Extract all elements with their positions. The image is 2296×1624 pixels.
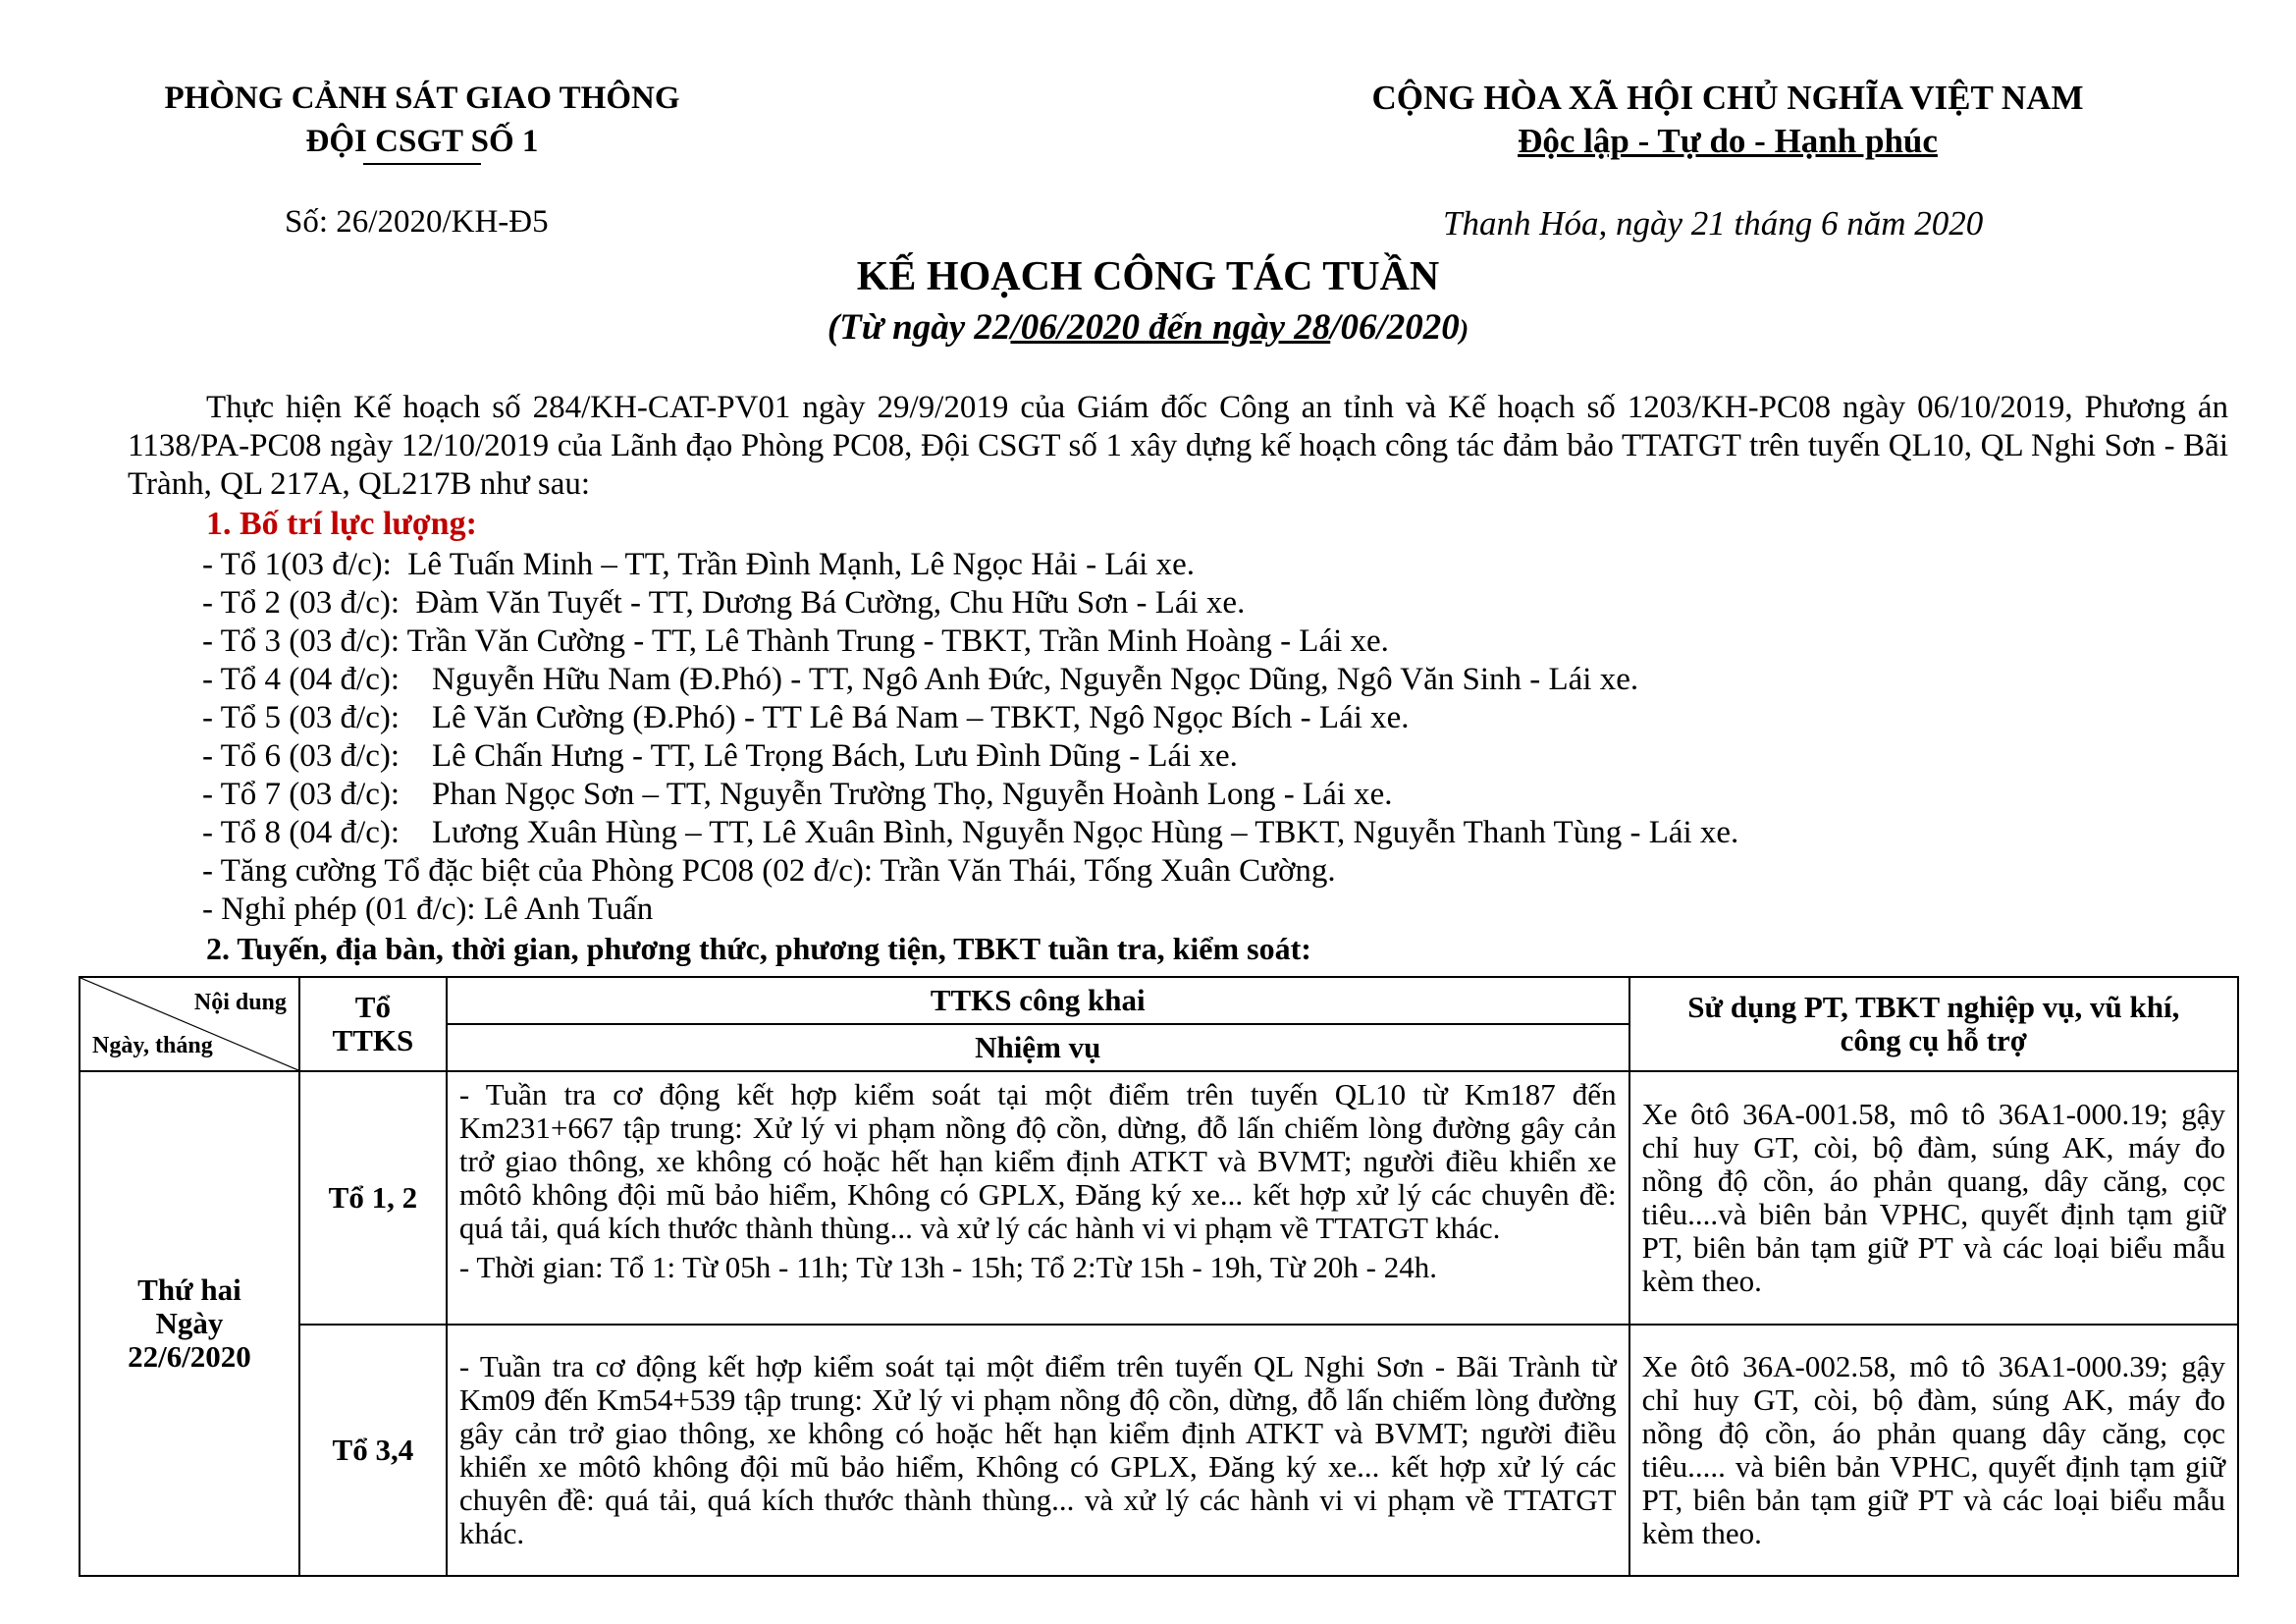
force-item-6: - Tổ 6 (03 đ/c): Lê Chấn Hưng - TT, Lê Trọng Bách, Lưu Đình Dũng - Lái xe. [202,738,1238,774]
unit-name: ĐỘI CSGT SỐ 1 [305,124,539,159]
header-content-label: Nội dung [193,990,287,1015]
day-date: 22/6/2020 [128,1339,251,1374]
force-item-1: - Tổ 1(03 đ/c): Lê Tuấn Minh – TT, Trần Đình Mạnh, Lê Ngọc Hải - Lái xe. [202,547,1195,582]
subtitle-part-4: ) [1459,315,1469,346]
force-item-9: - Tăng cường Tổ đặc biệt của Phòng PC08 (02 đ/c): Trần Văn Thái, Tống Xuân Cường. [202,853,1336,889]
day-label: Ngày [155,1306,224,1340]
document-number: Số: 26/2020/KH-Đ5 [285,204,549,240]
subtitle-part-2: /06/2020 đến ngày 28 [1010,307,1331,348]
section-2-title: 2. Tuyến, địa bàn, thời gian, phương thức, phương tiện, TBKT tuần tra, kiểm soát: [206,931,1311,966]
force-item-10: - Nghỉ phép (01 đ/c): Lê Anh Tuấn [202,892,654,927]
force-item-8: - Tổ 8 (04 đ/c): Lương Xuân Hùng – TT, Lê Xuân Bình, Nguyễn Ngọc Hùng – TBKT, Nguyễn Thanh Tùng - Lái xe. [202,815,1739,850]
task-description-2: - Tuần tra cơ động kết hợp kiểm soát tại một điểm trên tuyến QL Nghi Sơn - Bãi Trành từ Km09 đến Km54+539 tập trung: Xử lý vi phạm nồng độ cồn, dừng, đỗ lấn chiếm lòng đường gây cản trở giao thông, xe không có hoặc hết hạn kiểm định ATKT và BVMT; người điều khiển xe môtô không đội mũ bảo hiểm, Không có GPLX, Đăng ký xe... kết hợp xử lý các chuyên đề: quá tải, quá kích thước thành thùng... và xử lý các hành vi vi phạm về TTATGT khác. [458,1349,1617,1550]
header-public-patrol: TTKS công khai [447,977,1629,1024]
document-subtitle [0,306,2296,349]
intro-paragraph: Thực hiện Kế hoạch số 284/KH-CAT-PV01 ngày 29/9/2019 của Giám đốc Công an tỉnh và Kế hoạch số 1203/KH-PC08 ngày 06/10/2019, Phương án 1138/PA-PC08 ngày 12/10/2019 của Lãnh đạo Phòng PC08, Đội CSGT số 1 xây dựng kế hoạch công tác đảm bảo TTATGT trên tuyến QL10, QL Nghi Sơn - Bãi Trành, QL 217A, QL217B như sau: [128,390,2228,502]
national-header [1306,77,2150,163]
subtitle-part-3: /06/2020 [1330,307,1460,348]
force-item-7: - Tổ 7 (03 đ/c): Phan Ngọc Sơn – TT, Nguyễn Trường Thọ, Nguyễn Hoành Long - Lái xe. [202,777,1393,812]
force-item-3: - Tổ 3 (03 đ/c): Trần Văn Cường - TT, Lê Thành Trung - TBKT, Trần Minh Hoàng - Lái xe. [202,623,1389,659]
force-item-2: - Tổ 2 (03 đ/c): Đàm Văn Tuyết - TT, Dương Bá Cường, Chu Hữu Sơn - Lái xe. [202,585,1246,621]
team-cell-1: Tổ 1, 2 [299,1071,447,1325]
section-1-title: 1. Bố trí lực lượng: [206,506,477,542]
team-cell-2: Tổ 3,4 [299,1325,447,1576]
header-date-label: Ngày, tháng [92,1033,213,1058]
subtitle-part-1: (Từ ngày 22 [827,307,1011,348]
equipment-cell-2: Xe ôtô 36A-002.58, mô tô 36A1-000.39; gậy chỉ huy GT, còi, bộ đàm, súng AK, máy đo nồng độ cồn, áo phản quang dây căng, cọc tiêu..... và biên bản VPHC, quyết định tạm giữ PT, biên bản tạm giữ PT và các loại biểu mẫu kèm theo. [1629,1325,2238,1576]
equipment-cell-1: Xe ôtô 36A-001.58, mô tô 36A1-000.19; gậy chỉ huy GT, còi, bộ đàm, súng AK, máy đo nồng độ cồn, áo phản quang, dây căng, cọc tiêu....và biên bản VPHC, quyết định tạm giữ PT, biên bản tạm giữ PT và các loại biểu mẫu kèm theo. [1629,1071,2238,1325]
force-item-5: - Tổ 5 (03 đ/c): Lê Văn Cường (Đ.Phó) - TT Lê Bá Nam – TBKT, Ngô Ngọc Bích - Lái xe. [202,700,1410,735]
header-equipment: Sử dụng PT, TBKT nghiệp vụ, vũ khí, công cụ hỗ trợ [1629,977,2238,1071]
header-task: Nhiệm vụ [447,1024,1629,1071]
header-team: Tổ TTKS [299,977,447,1071]
task-cell-1 [447,1071,1629,1325]
document-title: KẾ HOẠCH CÔNG TÁC TUẦN [856,254,1440,299]
country-name: CỘNG HÒA XÃ HỘI CHỦ NGHĨA VIỆT NAM [1371,79,2084,117]
force-item-4: - Tổ 4 (04 đ/c): Nguyễn Hữu Nam (Đ.Phó) - TT, Ngô Anh Đức, Nguyễn Ngọc Dũng, Ngô Văn Sinh - Lái xe. [202,662,1639,697]
task-time-1: - Thời gian: Tổ 1: Từ 05h - 11h; Từ 13h - 15h; Tổ 2:Từ 15h - 19h, Từ 20h - 24h. [458,1250,1437,1284]
task-description-1: - Tuần tra cơ động kết hợp kiểm soát tại một điểm trên tuyến QL10 từ Km187 đến Km231+667 tập trung: Xử lý vi phạm nồng độ cồn, dừng, đỗ lấn chiếm lòng đường gây cản trở giao thông, xe không có hoặc hết hạn kiểm định ATKT và BVMT; người điều khiển xe môtô không đội mũ bảo hiểm, Không có GPLX, Đăng ký xe... kết hợp xử lý các chuyên đề: quá tải, quá kích thước thành thùng... và xử lý các hành vi vi phạm về TTATGT khác. [458,1077,1617,1245]
issuing-agency [108,77,736,165]
day-cell [80,1071,299,1576]
task-cell-2 [447,1325,1629,1576]
schedule-table [79,976,2239,1577]
diagonal-header-cell [80,977,299,1071]
document-date: Thanh Hóa, ngày 21 tháng 6 năm 2020 [1443,204,1984,243]
national-motto: Độc lập - Tự do - Hạnh phúc [1518,122,1938,160]
day-name: Thứ hai [137,1272,241,1307]
agency-name: PHÒNG CẢNH SÁT GIAO THÔNG [164,81,680,116]
agency-underline [363,163,481,165]
